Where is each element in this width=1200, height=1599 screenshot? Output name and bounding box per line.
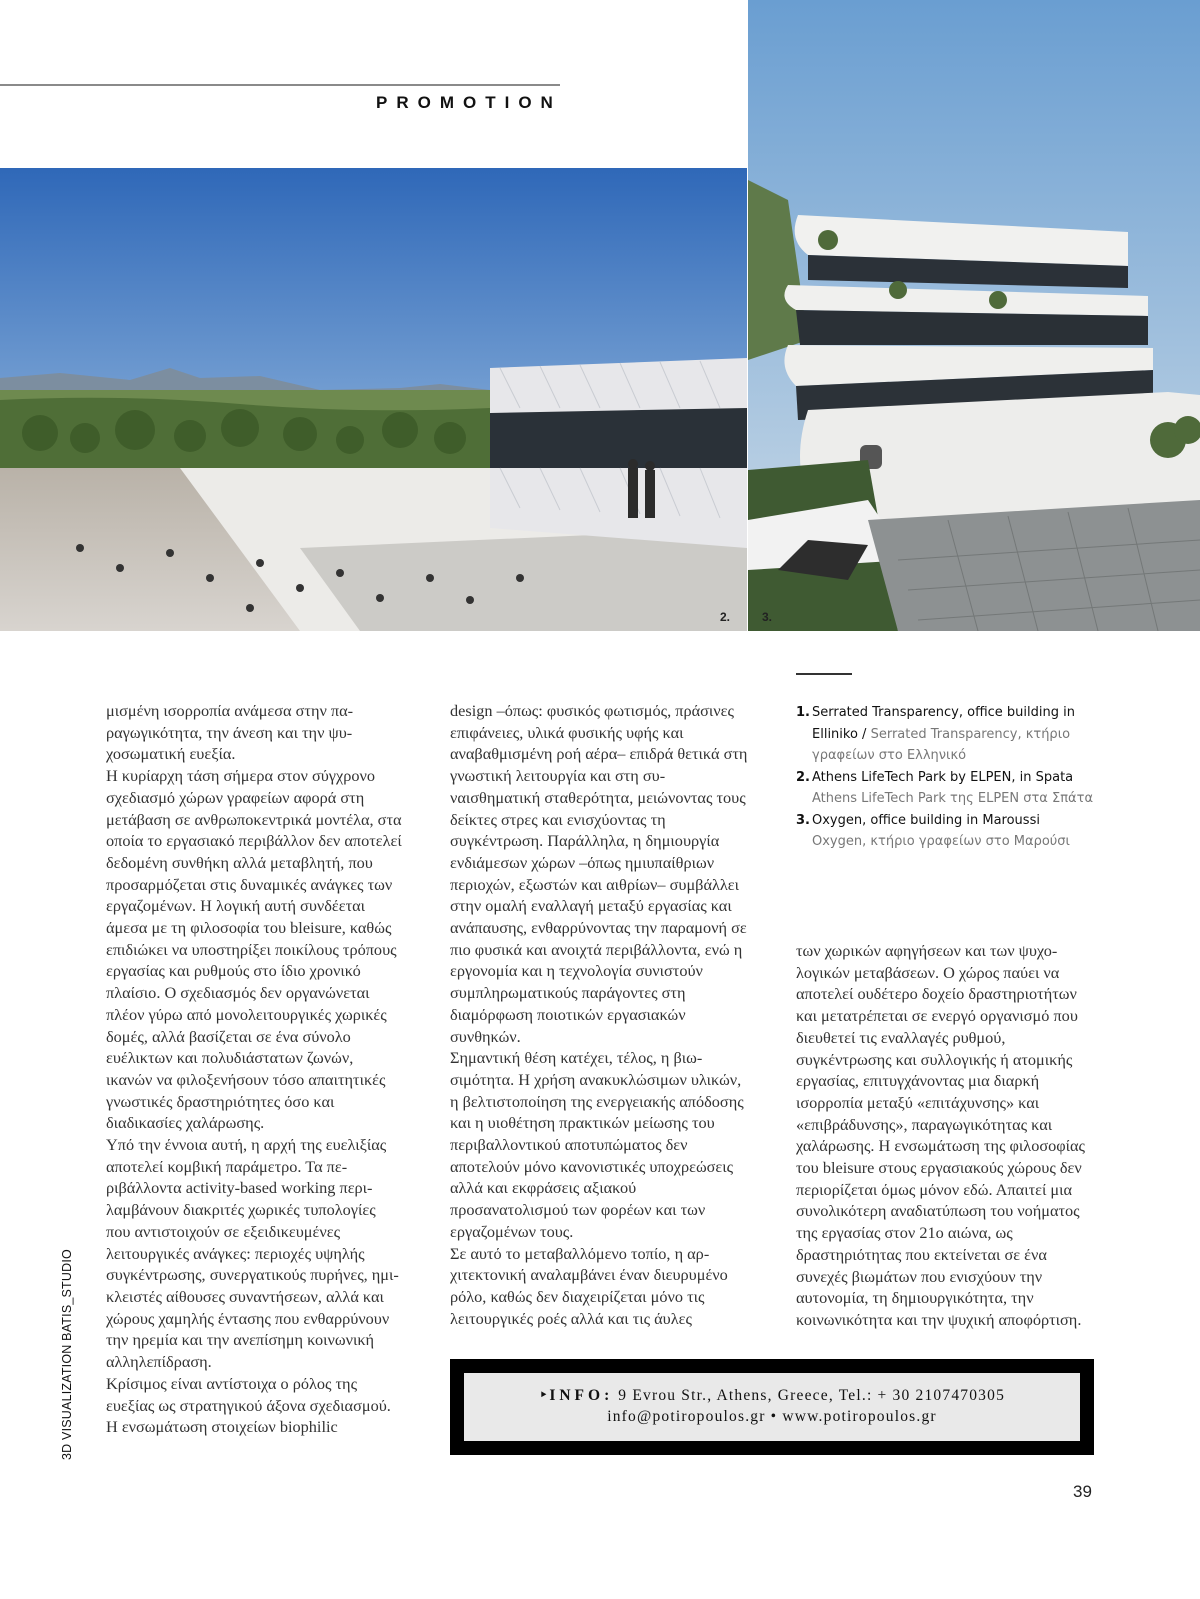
caption-number: 2. <box>796 769 810 785</box>
paragraph: Σε αυτό το μεταβαλλόμενο τοπίο, η αρχιτεκτονική αναλαμβάνει έναν διευρυμένο ρόλο, καθώς δεν διαχειρίζεται μόνο τις λειτουργικές ροές αλλά και τις άυλες <box>450 1243 728 1328</box>
caption-rule <box>796 673 852 675</box>
info-box <box>450 1359 1094 1455</box>
info-box-inner <box>464 1373 1080 1441</box>
paragraph: των χωρικών αφηγήσεων και των ψυχολογικών μεταβάσεων. Ο χώρος παύει να αποτελεί ουδέτερο δοχείο δραστηριοτήτων και μετατρέπεται σε ενεργό οργανισμό που διευθετεί τις εναλλαγές ρυθμού, συγκέντρωσης και συλλογικής ή ατομικής εργασίας, επιτυγχάνοντας μια διαρκή ισορροπία μεταξύ «επιτάχυνσης» και «επιβράδυνσης», παραγωγικότητας και χαλάρωσης. Η ενσωμάτωση της φιλοσοφίας του bleisure στους εργασιακούς χώρους δεν περιορίζεται όμως μόνον εδώ. Απαιτεί μια συνολικότερη αναδιατύπωση του νοήματος της εργασίας στον 21ο αιώνα, ως δραστηριότητας που εκτείνεται σε ένα συνεχές βιωμάτων που ενισχύουν την αυτονομία, τη δημιουργικότητα, την κοινωνικότητα και την ψυχική αποφόρτιση. <box>796 941 1085 1329</box>
caption-greek: Oxygen, κτήριο γραφείων στο Μαρούσι <box>812 834 1070 849</box>
figure-number-3: 3. <box>762 610 773 624</box>
caption-english: Athens LifeTech Park by ELPEN, in Spata <box>812 769 1074 785</box>
paragraph: Η κυρίαρχη τάση σήμερα στον σύγχρονο σχεδιασμό χώρων γραφείων αφορά στη μετάβαση σε ανθρωποκεντρικά μοντέλα, στα οποία το εργασιακό περιβάλλον δεν αποτελεί δεδομένη συνθήκη αλλά μεταβλητή, που προσαρμόζεται στις δυναμικές ανάγκες των εργαζομένων. Η λογική αυτή συνδέεται άμεσα με τη φιλοσοφία του bleisure, καθώς επιδιώκει να υποστηρίξει ποικίλους τρόπους εργασίας και ρυθμούς στο ίδιο χρονικό πλαίσιο. Ο σχεδιασμός δεν οργανώνεται πλέον γύρω από μονολειτουργικές χωρικές δομές, αλλά βασίζεται σε ένα σύνολο ευέλικτων και πολυδιάστατων ζωνών, ικανών να φιλοξενήσουν τόσο απαιτητικές γνωστικές δραστηριότητες όσο και διαδικασίες χαλάρωσης. <box>106 766 402 1133</box>
photo-oxygen-building <box>748 0 1200 631</box>
section-label: PROMOTION <box>376 93 562 112</box>
caption-number: 3. <box>796 812 810 828</box>
caption-item <box>796 767 1096 810</box>
paragraph: Κρίσιμος είναι αντίστοιχα ο ρόλος της ευεξίας ως στρατηγικού άξονα σχεδιασμού. Η ενσωμάτωση στοιχείων biophilic <box>106 1373 391 1437</box>
paragraph: design –όπως: φυσικός φωτισμός, πράσινες επιφάνειες, υλικά φυσικής υφής και αναβαθμισμένη ροή αέρα– επιδρά θετικά στη γνωστική λειτουργία και στη συναισθηματική σταθερότητα, μειώνοντας τους δείκτες στρες και ενισχύοντας τη συγκέντρωση. Παράλληλα, η δημιουργία ενδιάμεσων χώρων –όπως ημιυπαίθριων περιοχών, εξωστών και αιθρίων– συμβάλλει στην ομαλή εναλλαγή μεταξύ εργασίας και ανάπαυσης, ενθαρρύνοντας την παραμονή σε πιο φυσικά και ανοιχτά περιβάλλοντα, ενώ η εργονομία και η τεχνολογία συνιστούν συμπληρωματικούς παράγοντες στη διαμόρφωση ποιοτικών εργασιακών συνθηκών. <box>450 701 748 1046</box>
info-arrow-icon: ‣ <box>538 1387 550 1404</box>
page-number: 39 <box>1073 1482 1092 1501</box>
top-rule <box>0 84 560 86</box>
paragraph: Σημαντική θέση κατέχει, τέλος, η βιωσιμότητα. Η χρήση ανακυκλώσιμων υλικών, η βελτιστοποίηση της ενεργειακής απόδοσης και η υιοθέτηση πρακτικών μείωσης του περιβαλλοντικού αποτυπώματος δεν αποτελούν μόνο κανονιστικές υποχρεώσεις αλλά και εκφράσεις αξιακού προσανατολισμού των φορέων και των εργαζομένων τους. <box>450 1048 744 1241</box>
paragraph: μισμένη ισορροπία ανάμεσα στην παραγωγικότητα, την άνεση και την ψυχοσωματική ευεξία. <box>106 701 354 764</box>
caption-greek: Serrated Transparency, κτήριο γραφείων στο Ελληνικό <box>812 726 1071 763</box>
info-address: 9 Evrou Str., Athens, Greece, Tel.: + 30 2107470305 <box>613 1387 1006 1404</box>
caption-number: 1. <box>796 705 810 720</box>
article-column-2 <box>450 700 748 1329</box>
photo-lifetech-park <box>0 168 747 631</box>
article-column-3 <box>796 940 1093 1331</box>
visualization-credit: 3D VISUALIZATION BATIS_STUDIO <box>60 1249 74 1460</box>
article-column-1 <box>106 700 402 1438</box>
figure-number-2: 2. <box>720 610 731 624</box>
caption-item <box>796 810 1096 853</box>
caption-item <box>796 702 1096 767</box>
caption-english: Oxygen, office building in Maroussi <box>812 812 1040 828</box>
caption-greek: Athens LifeTech Park της ELPEN στα Σπάτα <box>812 791 1094 806</box>
caption-separator: / <box>857 726 871 742</box>
photo-captions <box>796 702 1096 853</box>
info-label: INFO: <box>549 1387 614 1404</box>
paragraph: Υπό την έννοια αυτή, η αρχή της ευελιξίας αποτελεί κομβική παράμετρο. Τα περιβάλλοντα activity-based working περιλαμβάνουν διακριτές χωρικές τυπολογίες που αντιστοιχούν σε εξειδικευμένες λειτουργικές ανάγκες: περιοχές υψηλής συγκέντρωσης, συνεργατικούς πυρήνες, ημι-κλειστές αίθουσες συναντήσεων, αλλά και χώρους χαμηλής έντασης που ενθαρρύνουν την ηρεμία και την ανεπίσημη κοινωνική αλληλεπίδραση. <box>106 1135 399 1372</box>
caption-english: Serrated Transparency, office building in Elliniko <box>812 705 1075 742</box>
info-contact: info@potiropoulos.gr • www.potiropoulos.gr <box>607 1408 937 1425</box>
